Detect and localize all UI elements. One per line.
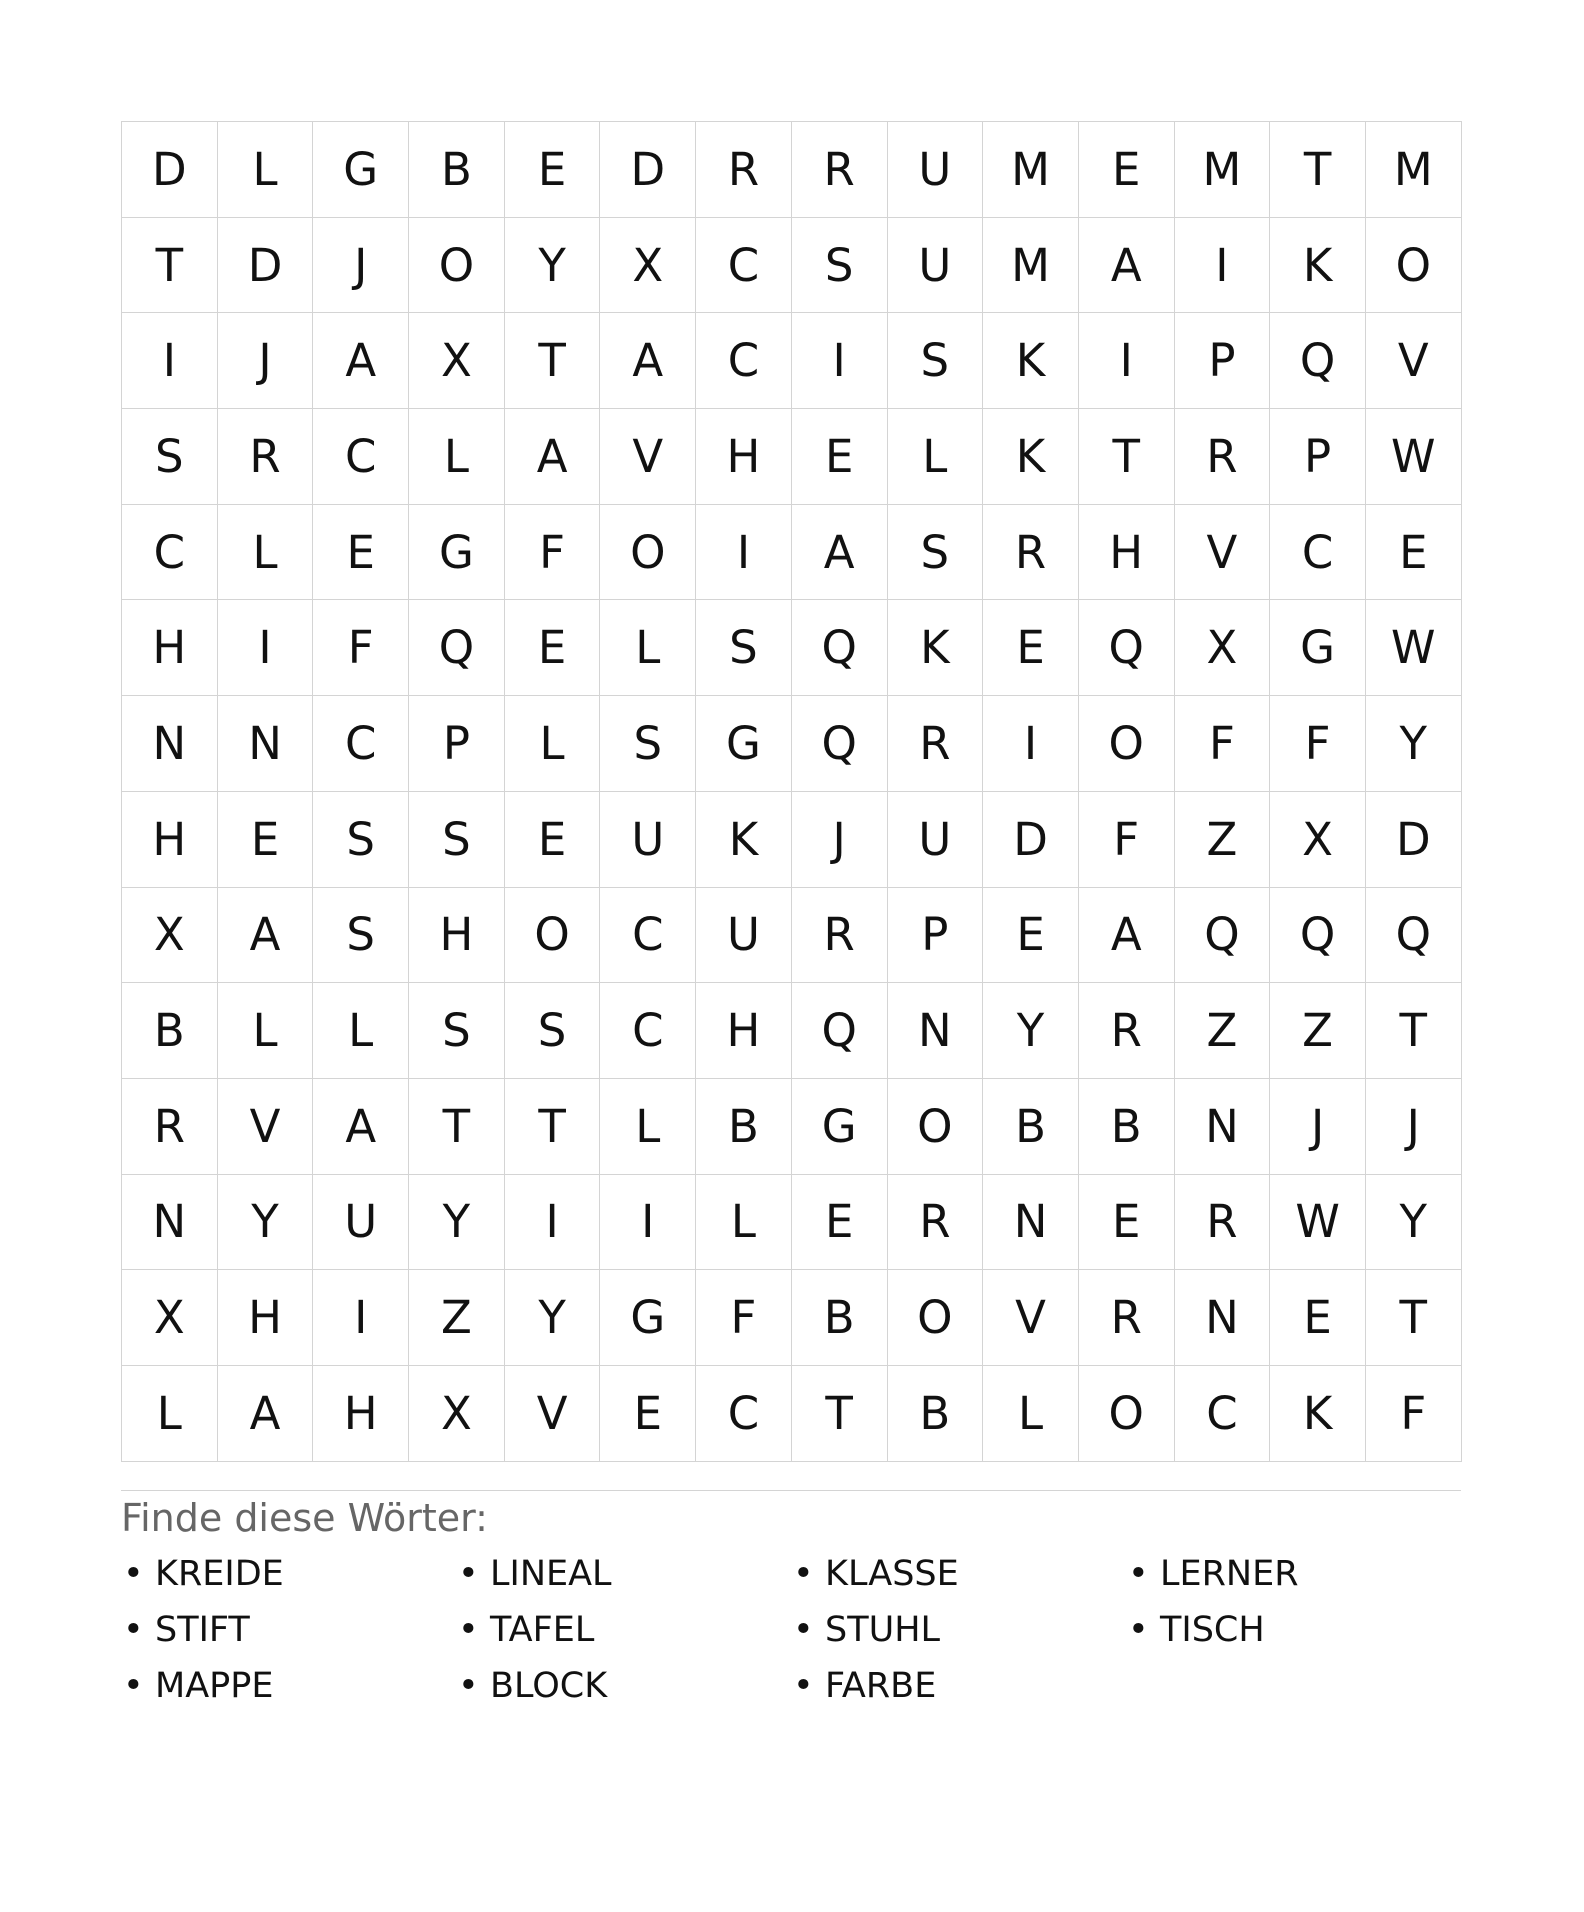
grid-cell[interactable]: A	[313, 1078, 409, 1174]
word-list-item	[791, 1660, 1126, 1712]
grid-row	[122, 887, 1462, 983]
grid-cell[interactable]: H	[122, 600, 218, 696]
grid-cell[interactable]: C	[600, 983, 696, 1079]
word-list-item	[456, 1660, 791, 1712]
grid-cell[interactable]: K	[983, 409, 1079, 505]
grid-cell[interactable]: S	[409, 983, 505, 1079]
grid-row	[122, 409, 1462, 505]
word-label: TISCH	[1160, 1610, 1265, 1650]
grid-cell[interactable]: Y	[217, 1174, 313, 1270]
grid-cell[interactable]: G	[313, 122, 409, 218]
grid-cell[interactable]: O	[1078, 1365, 1174, 1461]
grid-cell[interactable]: I	[600, 1174, 696, 1270]
word-label: TAFEL	[490, 1610, 595, 1650]
grid-cell[interactable]: A	[600, 313, 696, 409]
grid-cell[interactable]: E	[983, 887, 1079, 983]
grid-cell[interactable]: W	[1365, 600, 1461, 696]
grid-cell[interactable]: L	[887, 409, 983, 505]
grid-cell[interactable]: I	[983, 696, 1079, 792]
grid-cell[interactable]: E	[600, 1365, 696, 1461]
grid-cell[interactable]: Q	[1365, 887, 1461, 983]
grid-cell[interactable]: V	[1365, 313, 1461, 409]
grid-cell[interactable]: F	[313, 600, 409, 696]
grid-cell[interactable]: X	[409, 1365, 505, 1461]
grid-cell[interactable]: K	[1270, 1365, 1366, 1461]
grid-cell[interactable]: R	[696, 122, 792, 218]
grid-cell[interactable]: S	[313, 791, 409, 887]
grid-row	[122, 1174, 1462, 1270]
bullet-icon: •	[123, 1554, 144, 1594]
grid-cell[interactable]: G	[600, 1270, 696, 1366]
grid-cell[interactable]: L	[313, 983, 409, 1079]
grid-cell[interactable]: K	[983, 313, 1079, 409]
grid-cell[interactable]: S	[887, 313, 983, 409]
grid-cell[interactable]: Y	[983, 983, 1079, 1079]
grid-cell[interactable]: I	[122, 313, 218, 409]
grid-cell[interactable]: F	[1270, 696, 1366, 792]
word-label: BLOCK	[490, 1666, 608, 1706]
grid-cell[interactable]: R	[887, 1174, 983, 1270]
word-list-item	[121, 1604, 456, 1656]
grid-cell[interactable]: L	[122, 1365, 218, 1461]
grid-cell[interactable]: U	[696, 887, 792, 983]
grid-cell[interactable]: E	[1270, 1270, 1366, 1366]
grid-cell[interactable]: Q	[1174, 887, 1270, 983]
bullet-icon: •	[123, 1610, 144, 1650]
grid-cell[interactable]: A	[791, 504, 887, 600]
word-list-item	[456, 1604, 791, 1656]
grid-cell[interactable]: X	[600, 217, 696, 313]
bullet-icon: •	[793, 1610, 814, 1650]
grid-cell[interactable]: O	[1365, 217, 1461, 313]
bullet-icon: •	[1128, 1610, 1149, 1650]
grid-cell[interactable]: S	[313, 887, 409, 983]
grid-cell[interactable]: T	[1365, 983, 1461, 1079]
grid-cell[interactable]: J	[1365, 1078, 1461, 1174]
grid-cell[interactable]: F	[1365, 1365, 1461, 1461]
grid-cell[interactable]: O	[504, 887, 600, 983]
grid-cell[interactable]: V	[1174, 504, 1270, 600]
grid-cell[interactable]: L	[217, 504, 313, 600]
grid-cell[interactable]: L	[409, 409, 505, 505]
grid-cell[interactable]: D	[983, 791, 1079, 887]
grid-cell[interactable]: A	[217, 887, 313, 983]
grid-cell[interactable]: K	[887, 600, 983, 696]
grid-row	[122, 1078, 1462, 1174]
word-label: STIFT	[155, 1610, 250, 1650]
grid-cell[interactable]: L	[217, 983, 313, 1079]
grid-cell[interactable]: L	[600, 1078, 696, 1174]
grid-cell[interactable]: R	[1078, 1270, 1174, 1366]
grid-row	[122, 504, 1462, 600]
grid-cell[interactable]: L	[600, 600, 696, 696]
word-list-item	[1126, 1604, 1461, 1656]
grid-cell[interactable]: Y	[1365, 696, 1461, 792]
grid-cell[interactable]: X	[122, 887, 218, 983]
grid-cell[interactable]: H	[409, 887, 505, 983]
grid-cell[interactable]: I	[1174, 217, 1270, 313]
word-list	[121, 1548, 1461, 1712]
grid-cell[interactable]: T	[1270, 122, 1366, 218]
grid-cell[interactable]: A	[1078, 217, 1174, 313]
grid-cell[interactable]: C	[696, 1365, 792, 1461]
grid-cell[interactable]: V	[983, 1270, 1079, 1366]
grid-cell[interactable]: T	[409, 1078, 505, 1174]
word-label: MAPPE	[155, 1666, 274, 1706]
grid-cell[interactable]: O	[887, 1270, 983, 1366]
grid-cell[interactable]: R	[1078, 983, 1174, 1079]
word-label: FARBE	[825, 1666, 937, 1706]
grid-cell[interactable]: V	[217, 1078, 313, 1174]
grid-cell[interactable]: Y	[504, 1270, 600, 1366]
grid-cell[interactable]: U	[600, 791, 696, 887]
grid-cell[interactable]: C	[696, 313, 792, 409]
grid-cell[interactable]: E	[791, 1174, 887, 1270]
grid-cell[interactable]: N	[1174, 1270, 1270, 1366]
grid-cell[interactable]: I	[313, 1270, 409, 1366]
grid-row	[122, 313, 1462, 409]
grid-cell[interactable]: W	[1365, 409, 1461, 505]
word-label: LERNER	[1160, 1554, 1299, 1594]
grid-cell[interactable]: A	[504, 409, 600, 505]
grid-cell[interactable]: N	[217, 696, 313, 792]
grid-cell[interactable]: T	[1365, 1270, 1461, 1366]
grid-cell[interactable]: F	[1174, 696, 1270, 792]
grid-row	[122, 983, 1462, 1079]
grid-cell[interactable]: T	[504, 313, 600, 409]
grid-cell[interactable]: M	[983, 122, 1079, 218]
grid-cell[interactable]: Z	[409, 1270, 505, 1366]
grid-cell[interactable]: E	[1365, 504, 1461, 600]
grid-cell[interactable]: R	[122, 1078, 218, 1174]
grid-cell[interactable]: Q	[409, 600, 505, 696]
grid-cell[interactable]: C	[122, 504, 218, 600]
grid-cell[interactable]: E	[983, 600, 1079, 696]
grid-row	[122, 600, 1462, 696]
bullet-icon: •	[458, 1666, 479, 1706]
grid-cell[interactable]: E	[1078, 1174, 1174, 1270]
grid-cell[interactable]: H	[122, 791, 218, 887]
grid-cell[interactable]: E	[791, 409, 887, 505]
grid-cell[interactable]: N	[122, 696, 218, 792]
grid-cell[interactable]: C	[696, 217, 792, 313]
grid-cell[interactable]: B	[983, 1078, 1079, 1174]
grid-cell[interactable]: H	[696, 409, 792, 505]
grid-cell[interactable]: L	[217, 122, 313, 218]
grid-cell[interactable]: S	[122, 409, 218, 505]
grid-cell[interactable]: F	[504, 504, 600, 600]
grid-cell[interactable]: S	[600, 696, 696, 792]
word-label: KREIDE	[155, 1554, 284, 1594]
bullet-icon: •	[123, 1666, 144, 1706]
grid-cell[interactable]: E	[313, 504, 409, 600]
grid-cell[interactable]: Z	[1174, 983, 1270, 1079]
grid-cell[interactable]: K	[696, 791, 792, 887]
word-list-item	[456, 1548, 791, 1600]
grid-cell[interactable]: Q	[1270, 887, 1366, 983]
grid-cell[interactable]: H	[696, 983, 792, 1079]
grid-cell[interactable]: N	[983, 1174, 1079, 1270]
grid-cell[interactable]: P	[887, 887, 983, 983]
bullet-icon: •	[458, 1610, 479, 1650]
grid-cell[interactable]: Z	[1270, 983, 1366, 1079]
bullet-icon: •	[793, 1554, 814, 1594]
grid-cell[interactable]: E	[504, 791, 600, 887]
grid-cell[interactable]: R	[887, 696, 983, 792]
grid-cell[interactable]: U	[313, 1174, 409, 1270]
grid-cell[interactable]: B	[1078, 1078, 1174, 1174]
word-label: LINEAL	[490, 1554, 612, 1594]
grid-cell[interactable]: T	[1078, 409, 1174, 505]
grid-row	[122, 1270, 1462, 1366]
grid-cell[interactable]: C	[1270, 504, 1366, 600]
word-label: KLASSE	[825, 1554, 959, 1594]
grid-cell[interactable]: U	[887, 122, 983, 218]
grid-cell[interactable]: H	[217, 1270, 313, 1366]
grid-row	[122, 791, 1462, 887]
grid-cell[interactable]: R	[791, 122, 887, 218]
grid-cell[interactable]: N	[887, 983, 983, 1079]
grid-cell[interactable]: P	[1174, 313, 1270, 409]
bullet-icon: •	[793, 1666, 814, 1706]
grid-cell[interactable]: I	[1078, 313, 1174, 409]
word-label: STUHL	[825, 1610, 941, 1650]
grid-cell[interactable]: S	[791, 217, 887, 313]
grid-cell[interactable]: O	[887, 1078, 983, 1174]
grid-cell[interactable]: U	[887, 217, 983, 313]
grid-cell[interactable]: Z	[1174, 791, 1270, 887]
grid-cell[interactable]: A	[313, 313, 409, 409]
grid-cell[interactable]: N	[122, 1174, 218, 1270]
grid-cell[interactable]: T	[504, 1078, 600, 1174]
grid-cell[interactable]: M	[983, 217, 1079, 313]
divider	[121, 1490, 1461, 1491]
grid-cell[interactable]: G	[696, 696, 792, 792]
grid-cell[interactable]: C	[313, 696, 409, 792]
grid-cell[interactable]: S	[887, 504, 983, 600]
grid-cell[interactable]: D	[1365, 791, 1461, 887]
grid-cell[interactable]: O	[600, 504, 696, 600]
grid-cell[interactable]: Q	[791, 600, 887, 696]
grid-cell[interactable]: B	[696, 1078, 792, 1174]
grid-cell[interactable]: I	[791, 313, 887, 409]
grid-cell[interactable]: R	[1174, 409, 1270, 505]
grid-cell[interactable]: X	[122, 1270, 218, 1366]
grid-row	[122, 696, 1462, 792]
grid-cell[interactable]: V	[504, 1365, 600, 1461]
grid-cell[interactable]: E	[217, 791, 313, 887]
grid-cell[interactable]: M	[1174, 122, 1270, 218]
grid-cell[interactable]: S	[409, 791, 505, 887]
grid-cell[interactable]: D	[600, 122, 696, 218]
grid-cell[interactable]: L	[696, 1174, 792, 1270]
grid-cell[interactable]: B	[122, 983, 218, 1079]
grid-cell[interactable]: J	[791, 791, 887, 887]
word-list-item	[791, 1604, 1126, 1656]
grid-cell[interactable]: C	[1174, 1365, 1270, 1461]
grid-cell[interactable]: E	[504, 122, 600, 218]
grid-cell[interactable]: B	[887, 1365, 983, 1461]
word-list-item	[121, 1660, 456, 1712]
word-list-item	[121, 1548, 456, 1600]
grid-cell[interactable]: R	[983, 504, 1079, 600]
grid-cell[interactable]: R	[791, 887, 887, 983]
grid-cell[interactable]: W	[1270, 1174, 1366, 1270]
word-list-item	[791, 1548, 1126, 1600]
grid-cell[interactable]: Y	[409, 1174, 505, 1270]
grid-cell[interactable]: V	[600, 409, 696, 505]
grid-cell[interactable]: S	[696, 600, 792, 696]
grid-cell[interactable]: B	[409, 122, 505, 218]
grid-cell[interactable]: J	[1270, 1078, 1366, 1174]
grid-cell[interactable]: K	[1270, 217, 1366, 313]
grid-cell[interactable]: O	[409, 217, 505, 313]
grid-cell[interactable]: B	[791, 1270, 887, 1366]
grid-cell[interactable]: X	[1174, 600, 1270, 696]
grid-cell[interactable]: F	[1078, 791, 1174, 887]
grid-cell[interactable]: H	[313, 1365, 409, 1461]
grid-row	[122, 1365, 1462, 1461]
word-list-heading: Finde diese Wörter:	[121, 1496, 488, 1540]
grid-cell[interactable]: T	[122, 217, 218, 313]
grid-cell[interactable]: L	[983, 1365, 1079, 1461]
grid-row	[122, 217, 1462, 313]
grid-cell[interactable]: F	[696, 1270, 792, 1366]
grid-row	[122, 122, 1462, 218]
grid-cell[interactable]: U	[887, 791, 983, 887]
grid-cell[interactable]: Q	[791, 696, 887, 792]
grid-cell[interactable]: X	[409, 313, 505, 409]
grid-cell[interactable]: G	[409, 504, 505, 600]
grid-cell[interactable]: M	[1365, 122, 1461, 218]
grid-cell[interactable]: J	[313, 217, 409, 313]
bullet-icon: •	[1128, 1554, 1149, 1594]
grid-cell[interactable]: P	[409, 696, 505, 792]
grid-cell[interactable]: I	[217, 600, 313, 696]
bullet-icon: •	[458, 1554, 479, 1594]
grid-cell[interactable]: S	[504, 983, 600, 1079]
grid-cell[interactable]: C	[313, 409, 409, 505]
grid-cell[interactable]: G	[1270, 600, 1366, 696]
grid-cell[interactable]: Q	[1078, 600, 1174, 696]
grid-cell[interactable]: Q	[1270, 313, 1366, 409]
grid-cell[interactable]: T	[791, 1365, 887, 1461]
word-list-item	[1126, 1548, 1461, 1600]
grid-cell[interactable]: Y	[504, 217, 600, 313]
grid-cell[interactable]: L	[504, 696, 600, 792]
grid-cell[interactable]: R	[217, 409, 313, 505]
grid-cell[interactable]: O	[1078, 696, 1174, 792]
grid-cell[interactable]: Y	[1365, 1174, 1461, 1270]
grid-cell[interactable]: G	[791, 1078, 887, 1174]
grid-cell[interactable]: J	[217, 313, 313, 409]
grid-cell[interactable]: E	[504, 600, 600, 696]
grid-cell[interactable]: A	[217, 1365, 313, 1461]
grid-cell[interactable]: H	[1078, 504, 1174, 600]
grid-cell[interactable]: E	[1078, 122, 1174, 218]
grid-cell[interactable]: Q	[791, 983, 887, 1079]
grid-cell[interactable]: A	[1078, 887, 1174, 983]
word-search-grid	[121, 121, 1462, 1462]
grid-cell[interactable]: I	[504, 1174, 600, 1270]
grid-cell[interactable]: I	[696, 504, 792, 600]
grid-cell[interactable]: X	[1270, 791, 1366, 887]
grid-cell[interactable]: D	[122, 122, 218, 218]
grid-cell[interactable]: R	[1174, 1174, 1270, 1270]
grid-cell[interactable]: P	[1270, 409, 1366, 505]
grid-cell[interactable]: N	[1174, 1078, 1270, 1174]
grid-cell[interactable]: D	[217, 217, 313, 313]
grid-cell[interactable]: C	[600, 887, 696, 983]
